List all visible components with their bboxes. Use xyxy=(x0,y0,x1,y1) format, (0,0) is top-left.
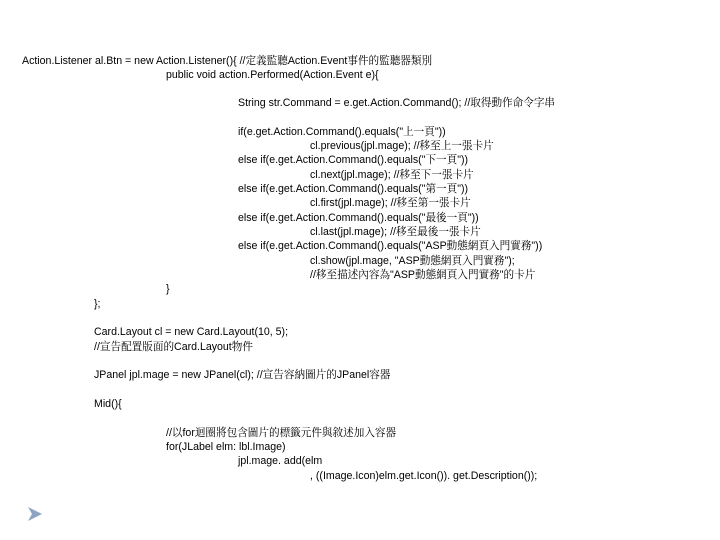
code-line: cl.previous(jpl.mage); //移至上一張卡片 xyxy=(310,140,494,152)
code-line: } xyxy=(166,283,170,295)
code-line: else if(e.get.Action.Command().equals("下一頁")) xyxy=(238,154,469,166)
code-line: else if(e.get.Action.Command().equals("第一頁")) xyxy=(238,183,469,195)
code-line: else if(e.get.Action.Command().equals("ASP動態網頁入門實務")) xyxy=(238,240,543,252)
code-line: jpl.mage. add(elm xyxy=(238,455,323,467)
code-line: , ((Image.Icon)elm.get.Icon()). get.Description()); xyxy=(310,470,538,482)
code-line: Action.Listener al.Btn = new Action.Listener(){ //定義監聽Action.Event事件的監聽器類別 xyxy=(22,55,433,67)
code-line: public void action.Performed(Action.Event e){ xyxy=(166,69,379,81)
code-line: }; xyxy=(94,298,101,310)
code-line: String str.Command = e.get.Action.Command(); //取得動作命令字串 xyxy=(238,97,556,109)
code-line: if(e.get.Action.Command().equals("上一頁")) xyxy=(238,126,446,138)
code-line: //以for迴圈將包含圖片的標籤元件與敘述加入容器 xyxy=(166,427,397,439)
code-line: Mid(){ xyxy=(94,398,122,410)
code-line: else if(e.get.Action.Command().equals("最後一頁")) xyxy=(238,212,479,224)
code-line: //宣告配置版面的Card.Layout物件 xyxy=(94,341,253,353)
code-line: //移至描述內容為"ASP動態網頁入門實務"的卡片 xyxy=(310,269,536,281)
code-line: Card.Layout cl = new Card.Layout(10, 5); xyxy=(94,326,289,338)
code-line: cl.first(jpl.mage); //移至第一張卡片 xyxy=(310,197,471,209)
bullet-arrow-icon xyxy=(28,507,46,521)
code-line: JPanel jpl.mage = new JPanel(cl); //宣告容納圖片的JPanel容器 xyxy=(94,369,391,381)
code-line: cl.show(jpl.mage, "ASP動態網頁入門實務"); xyxy=(310,255,515,267)
code-line: cl.next(jpl.mage); //移至下一張卡片 xyxy=(310,169,474,181)
code-line: for(JLabel elm: lbl.Image) xyxy=(166,441,286,453)
code-line: cl.last(jpl.mage); //移至最後一張卡片 xyxy=(310,226,481,238)
